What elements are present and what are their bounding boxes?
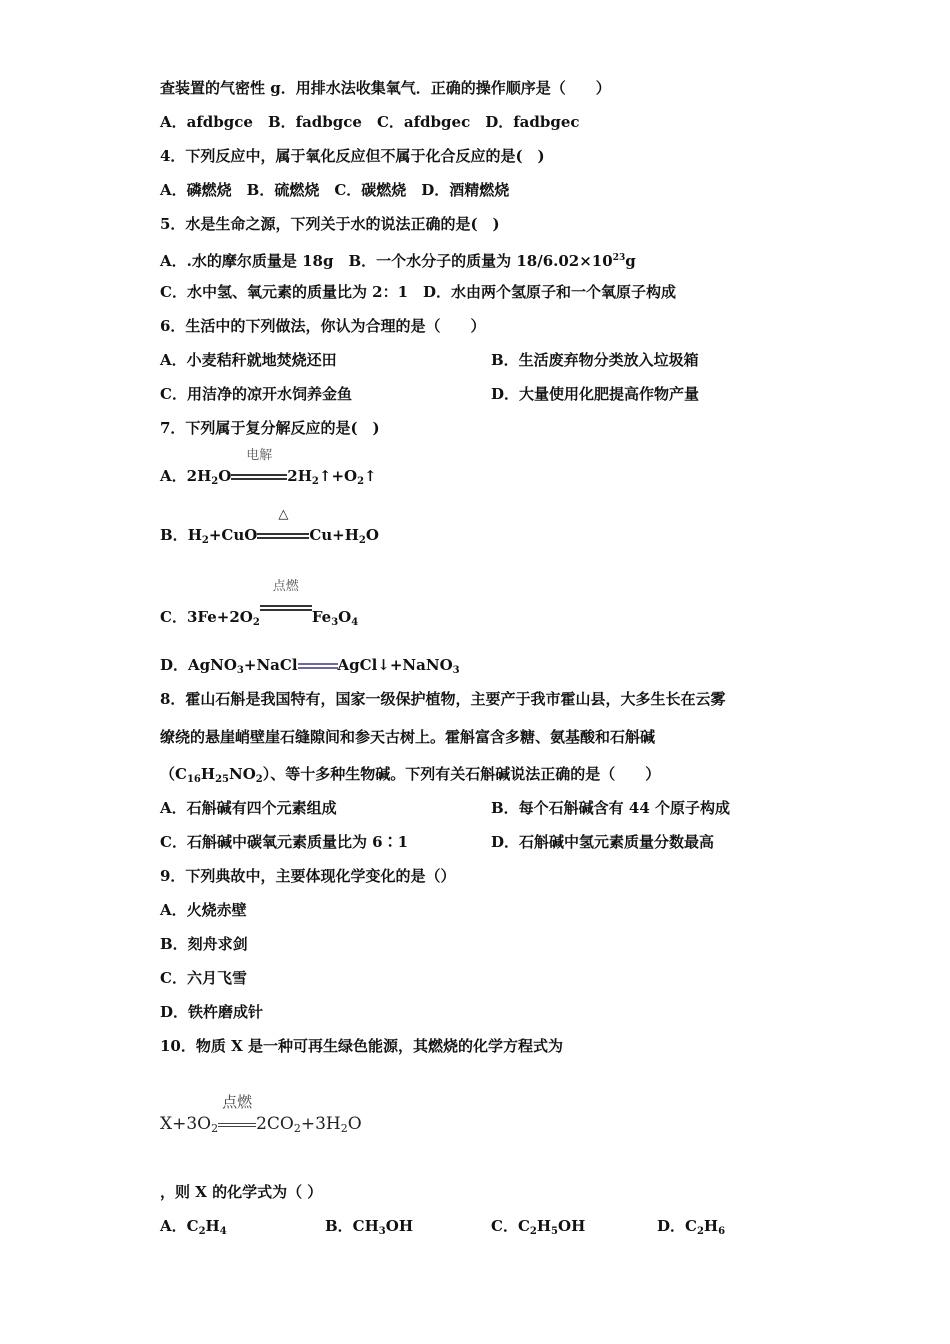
question-7-option-c: C．$3Fe+2O_2$ 点燃 $Fe_3O_4$ [160, 579, 359, 628]
question-7-option-b: B．$H_2+CuO$ △ $Cu+H_2O$ [160, 507, 379, 546]
question-6-option-a: A．小麦秸秆就地焚烧还田 [160, 351, 337, 369]
question-10-stem: 10．物质 X 是一种可再生绿色能源，其燃烧的化学方程式为 [160, 1037, 563, 1055]
question-3-tail: 查装置的气密性 g．用排水法收集氧气．正确的操作顺序是（ ） [160, 79, 611, 97]
question-7-stem: 7．下列属于复分解反应的是( ) [160, 419, 380, 437]
reaction-equals [298, 655, 338, 675]
reaction-condition-heat: △ [257, 525, 309, 545]
question-5-options-cd: C．水中氢、氧元素的质量比为 2：1 D．水由两个氢原子和一个氧原子构成 [160, 283, 677, 301]
question-5-stem: 5．水是生命之源，下列关于水的说法正确的是( ) [160, 215, 500, 233]
reaction-condition-ignite: 点燃 [218, 1114, 256, 1134]
reaction-condition-ignite: 点燃 [260, 597, 312, 617]
question-10-prompt: ，则 X 的化学式为（ ） [160, 1183, 323, 1201]
question-9-option-d: D．铁杵磨成针 [160, 1003, 264, 1021]
question-9-option-c: C．六月飞雪 [160, 969, 247, 987]
question-10-option-d: D．$C_2H_6$ [657, 1217, 726, 1237]
question-5-options-ab: A．.水的摩尔质量是 18g B．一个水分子的质量为 $18/6.02\times 10^{23}g$ [160, 252, 636, 270]
question-6-option-b: B．生活废弃物分类放入垃圾箱 [491, 351, 699, 369]
question-10-equation: $X+3O_2$ 点燃 $2CO_2+3H_2O$ [160, 1093, 362, 1135]
question-6-stem: 6．生活中的下列做法，你认为合理的是（ ） [160, 317, 486, 335]
question-8-option-b: B．每个石斛碱含有 44 个原子构成 [491, 799, 730, 817]
question-3-options: A．afdbgce B．fadbgce C．afdbgec D．fadbgec [160, 113, 580, 131]
question-10-option-c: C．$C_2H_5OH$ [491, 1217, 586, 1237]
question-8-option-c: C．石斛碱中碳氧元素质量比为 6∶1 [160, 833, 409, 851]
question-8-option-d: D．石斛碱中氢元素质量分数最高 [491, 833, 715, 851]
question-9-stem: 9．下列典故中，主要体现化学变化的是（） [160, 867, 456, 885]
reaction-condition-electrolysis: 电解 [231, 466, 287, 486]
question-10-option-b: B．$CH_3OH$ [325, 1217, 414, 1237]
question-6-option-c: C．用洁净的凉开水饲养金鱼 [160, 385, 352, 403]
question-8-line-2: 缭绕的悬崖峭壁崖石缝隙间和参天古树上。霍斛富含多糖、氨基酸和石斛碱 [160, 728, 656, 746]
question-4-stem: 4．下列反应中，属于氧化反应但不属于化合反应的是( ) [160, 147, 545, 165]
question-4-options: A．磷燃烧 B．硫燃烧 C．碳燃烧 D．酒精燃烧 [160, 181, 510, 199]
question-10-option-a: A．$C_2H_4$ [160, 1217, 227, 1237]
question-7-option-a: A．$2H_2O$ 电解 $2H_2↑+O_2↑$ [160, 448, 377, 487]
question-8-line-3: $(C_{16}H_{25}NO_2)$、等十多种生物碱。下列有关石斛碱说法正确的是（ ） [160, 765, 661, 785]
question-8-option-a: A．石斛碱有四个元素组成 [160, 799, 337, 817]
question-6-option-d: D．大量使用化肥提高作物产量 [491, 385, 700, 403]
question-8-line-1: 8．霍山石斛是我国特有，国家一级保护植物，主要产于我市霍山县，大多生长在云雾 [160, 690, 726, 708]
question-9-option-a: A．火烧赤壁 [160, 901, 247, 919]
question-7-option-d: D．AgNO$_3$+NaCl AgCl↓+NaNO$_3$ [160, 656, 460, 676]
question-9-option-b: B．刻舟求剑 [160, 935, 248, 953]
